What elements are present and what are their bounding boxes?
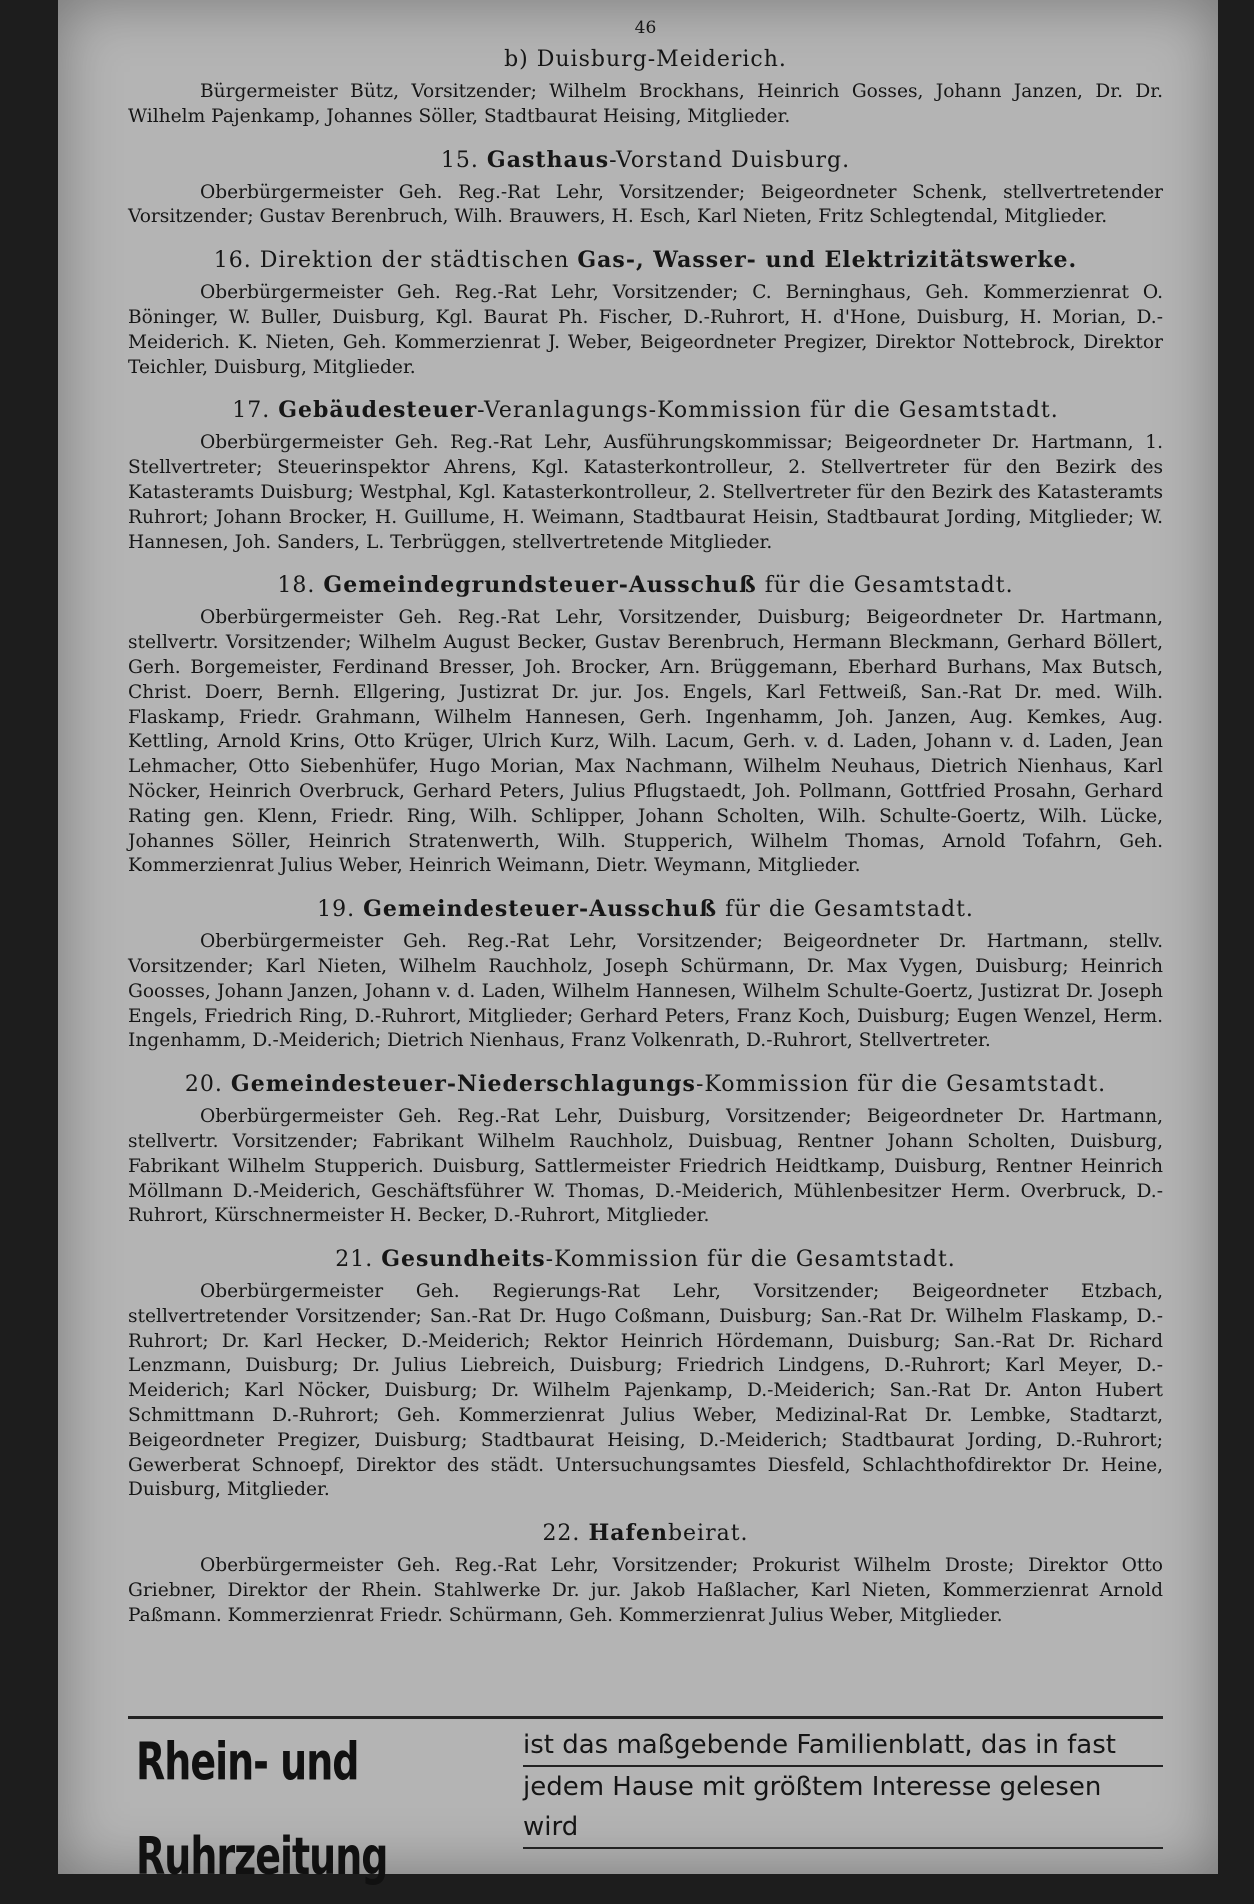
section-heading-22: [128, 1519, 1163, 1548]
section-title-rest: für die Gesamtstadt.: [717, 897, 974, 923]
scanned-page: [58, 0, 1218, 1887]
section-title-rest: für die Gesamtstadt.: [756, 573, 1014, 599]
section-title-rest: -Kommission für die Gesamtstadt.: [545, 1247, 956, 1273]
section-paragraph: Bürgermeister Bütz, Vorsitzender; Wilhelm Brockhans, Heinrich Gosses, Johann Janzen, Dr. Dr. Wilhelm Pajenkamp, Johannes Söller, Stadtbaurat Heising, Mitglieder.: [128, 81, 1163, 127]
section-paragraph: Oberbürgermeister Geh. Reg.-Rat Lehr, Vorsitzender; Prokurist Wilhelm Droste; Direktor Otto Griebner, Direktor der Rhein. Stahlwerke Dr. jur. Jakob Haßlacher, Karl Nieten, Kommerzienrat Arnold Paßmann. Kommerzienrat Friedr. Schürmann, Geh. Kommerzienrat Julius Weber, Mitglieder.: [128, 1555, 1163, 1626]
section-number: 15.: [440, 147, 479, 173]
section-heading-meiderich: b) Duisburg-Meiderich.: [504, 47, 787, 72]
section-title-bold: Gemeindesteuer-Niederschlagungs: [230, 1071, 696, 1098]
section-number: 17.: [232, 398, 271, 424]
section-paragraph: Oberbürgermeister Geh. Reg.-Rat Lehr, Vorsitzender; Beigeordneter Dr. Hartmann, stellv. Vorsitzender; Karl Nieten, Wilhelm Rauchholz, Joseph Schürmann, Dr. Max Vygen, Duisburg; Heinrich Goosses, Johann Janzen, Johann v. d. Laden, Wilhelm Hannesen, Wilhelm Schulte-Goertz, Justizrat Dr. Joseph Engels, Friedrich Ring, D.-Ruhrort, Mitglieder; Gerhard Peters, Franz Koch, Duisburg; Eugen Wenzel, Herm. Ingenhamm, D.-Meiderich; Dietrich Nienhaus, Franz Volkenrath, D.-Ruhrort, Stellvertreter.: [128, 931, 1163, 1052]
page-content: [128, 18, 1163, 1629]
newspaper-advertisement: [128, 1716, 1163, 1887]
section-paragraph: Oberbürgermeister Geh. Reg.-Rat Lehr, Vorsitzender; Beigeordneter Schenk, stellvertretender Vorsitzender; Gustav Berenbruch, Wilh. Brauwers, H. Esch, Karl Nieten, Fritz Schlegtendal, Mitglieder.: [128, 181, 1163, 228]
section-number: 22.: [542, 1521, 581, 1547]
section-number: 16.: [213, 248, 252, 274]
section-title-bold: Gebäudesteuer: [278, 397, 478, 424]
newspaper-logo: Rhein- und Ruhrzeitung: [136, 1732, 388, 1887]
advertisement-line-2: jedem Hause mit größtem Interesse gelesen wird: [523, 1767, 1163, 1849]
section-number: 19.: [317, 897, 356, 923]
section-paragraph: Oberbürgermeister Geh. Reg.-Rat Lehr, Duisburg, Vorsitzender; Beigeordneter Dr. Hartmann, stellvertr. Vorsitzender; Fabrikant Wilhelm Rauchholz, Duisbuag, Rentner Johann Scholten, Duisburg, Fabrikant Wilhelm Stupperich. Duisburg, Sattlermeister Friedrich Heidtkamp, Duisburg, Rentner Heinrich Möllmann D.-Meiderich, Geschäftsführer W. Thomas, D.-Meiderich, Mühlenbesitzer Herm. Overbruck, D.-Ruhrort, Kürschnermeister H. Becker, D.-Ruhrort, Mitglieder.: [128, 1106, 1163, 1227]
section-paragraph: Oberbürgermeister Geh. Reg.-Rat Lehr, Ausführungskommissar; Beigeordneter Dr. Hartmann, 1. Stellvertreter; Steuerinspektor Ahrens, Kgl. Katasterkontrolleur, 2. Stellvertreter für den Bezirk des Katasteramts Duisburg; Westphal, Kgl. Katasterkontrolleur, 2. Stellvertreter für den Bezirk des Katasteramts Ruhrort; Johann Brocker, H. Guillume, H. Weimann, Stadtbaurat Heisin, Stadtbaurat Jording, Mitglieder; W. Hannesen, Joh. Sanders, L. Terbrüggen, stellvertretende Mitglieder.: [128, 432, 1163, 553]
page-number: 46: [634, 18, 657, 38]
section-heading-15: [128, 146, 1163, 175]
section-heading-17: [128, 396, 1163, 425]
section-title-bold: Hafen: [588, 1520, 668, 1547]
section-heading-19: [128, 895, 1163, 924]
section-number: 18.: [277, 573, 316, 599]
section-title-bold: Gemeindegrundsteuer-Ausschuß: [323, 572, 757, 599]
section-heading-18: [128, 571, 1163, 600]
section-title-bold: Gas-, Wasser- und Elektrizitätswerke.: [577, 247, 1078, 274]
section-title-bold: Gasthaus: [486, 146, 610, 173]
section-title-rest: -Veranlagungs-Kommission für die Gesamtstadt.: [477, 398, 1059, 424]
section-number: 21.: [335, 1247, 374, 1273]
section-heading-20: [128, 1070, 1163, 1099]
section-title-rest: -Vorstand Duisburg.: [609, 147, 851, 173]
section-paragraph: Oberbürgermeister Geh. Reg.-Rat Lehr, Vorsitzender; C. Berninghaus, Geh. Kommerzienrat O. Böninger, W. Buller, Duisburg, Kgl. Baurat Ph. Fischer, D.-Ruhrort, H. d'Hone, Duisburg, H. Morian, D.-Meiderich. K. Nieten, Geh. Kommerzienrat J. Weber, Beigeordneter Pregizer, Direktor Nottebrock, Direktor Teichler, Duisburg, Mitglieder.: [128, 282, 1163, 378]
advertisement-line-1: ist das maßgebende Familienblatt, das in fast: [523, 1725, 1163, 1767]
section-number: 20.: [184, 1072, 223, 1098]
section-paragraph: Oberbürgermeister Geh. Regierungs-Rat Lehr, Vorsitzender; Beigeordneter Etzbach, stellvertretender Vorsitzender; San.-Rat Dr. Hugo Coßmann, Duisburg; San.-Rat Dr. Wilhelm Flaskamp, D.-Ruhrort; Dr. Karl Hecker, D.-Meiderich; Rektor Heinrich Hördemann, Duisburg; San.-Rat Dr. Richard Lenzmann, Duisburg; Dr. Julius Liebreich, Duisburg; Friedrich Lindgens, D.-Ruhrort; Karl Meyer, D.-Meiderich; Karl Nöcker, Duisburg; Dr. Wilhelm Pajenkamp, D.-Meiderich; San.-Rat Dr. Anton Hubert Schmittmann D.-Ruhrort; Geh. Kommerzienrat Julius Weber, Medizinal-Rat Dr. Lembke, Stadtarzt, Beigeordneter Pregizer, Duisburg; Stadtbaurat Heising, D.-Meiderich; Stadtbaurat Jording, D.-Ruhrort; Gewerberat Schnoepf, Direktor des städt. Untersuchungsamtes Diesfeld, Schlachthofdirektor Dr. Heine, Duisburg, Mitglieder.: [128, 1281, 1163, 1501]
section-title-rest: beirat.: [667, 1521, 749, 1547]
section-title-bold: Gesundheits: [381, 1246, 546, 1273]
section-title-rest: -Kommission für die Gesamtstadt.: [695, 1072, 1107, 1098]
section-title-pre: Direktion der städtischen: [259, 248, 570, 274]
section-heading-21: [128, 1245, 1163, 1274]
section-heading-16: [128, 246, 1163, 275]
section-paragraph: Oberbürgermeister Geh. Reg.-Rat Lehr, Vorsitzender, Duisburg; Beigeordneter Dr. Hartmann, stellvertr. Vorsitzender; Wilhelm August Becker, Gustav Berenbruch, Hermann Bleckmann, Gerhard Böllert, Gerh. Borgemeister, Ferdinand Bresser, Joh. Brocker, Arn. Brüggemann, Eberhard Burhans, Max Butsch, Christ. Doerr, Bernh. Ellgering, Justizrat Dr. jur. Jos. Engels, Karl Fettweiß, San.-Rat Dr. med. Wilh. Flaskamp, Friedr. Grahmann, Wilhelm Hannesen, Gerh. Ingenhamm, Joh. Janzen, Aug. Kemkes, Aug. Kettling, Arnold Krins, Otto Krüger, Ulrich Kurz, Wilh. Lacum, Gerh. v. d. Laden, Johann v. d. Laden, Jean Lehmacher, Otto Siebenhüfer, Hugo Morian, Max Nachmann, Wilhelm Neuhaus, Dietrich Nienhaus, Karl Nöcker, Heinrich Overbruck, Gerhard Peters, Julius Pflugstaedt, Joh. Pollmann, Gottfried Prosahn, Gerhard Rating gen. Klenn, Friedr. Ring, Wilh. Schlipper, Johann Scholten, Wilh. Schulte-Goertz, Wilh. Lücke, Johannes Söller, Heinrich Stratenwerth, Wilh. Stupperich, Wilhelm Thomas, Arnold Tofahrn, Geh. Kommerzienrat Julius Weber, Heinrich Weimann, Dietr. Weymann, Mitglieder.: [128, 607, 1163, 877]
advertisement-text: [523, 1725, 1163, 1849]
section-title-bold: Gemeindesteuer-Ausschuß: [363, 896, 718, 923]
